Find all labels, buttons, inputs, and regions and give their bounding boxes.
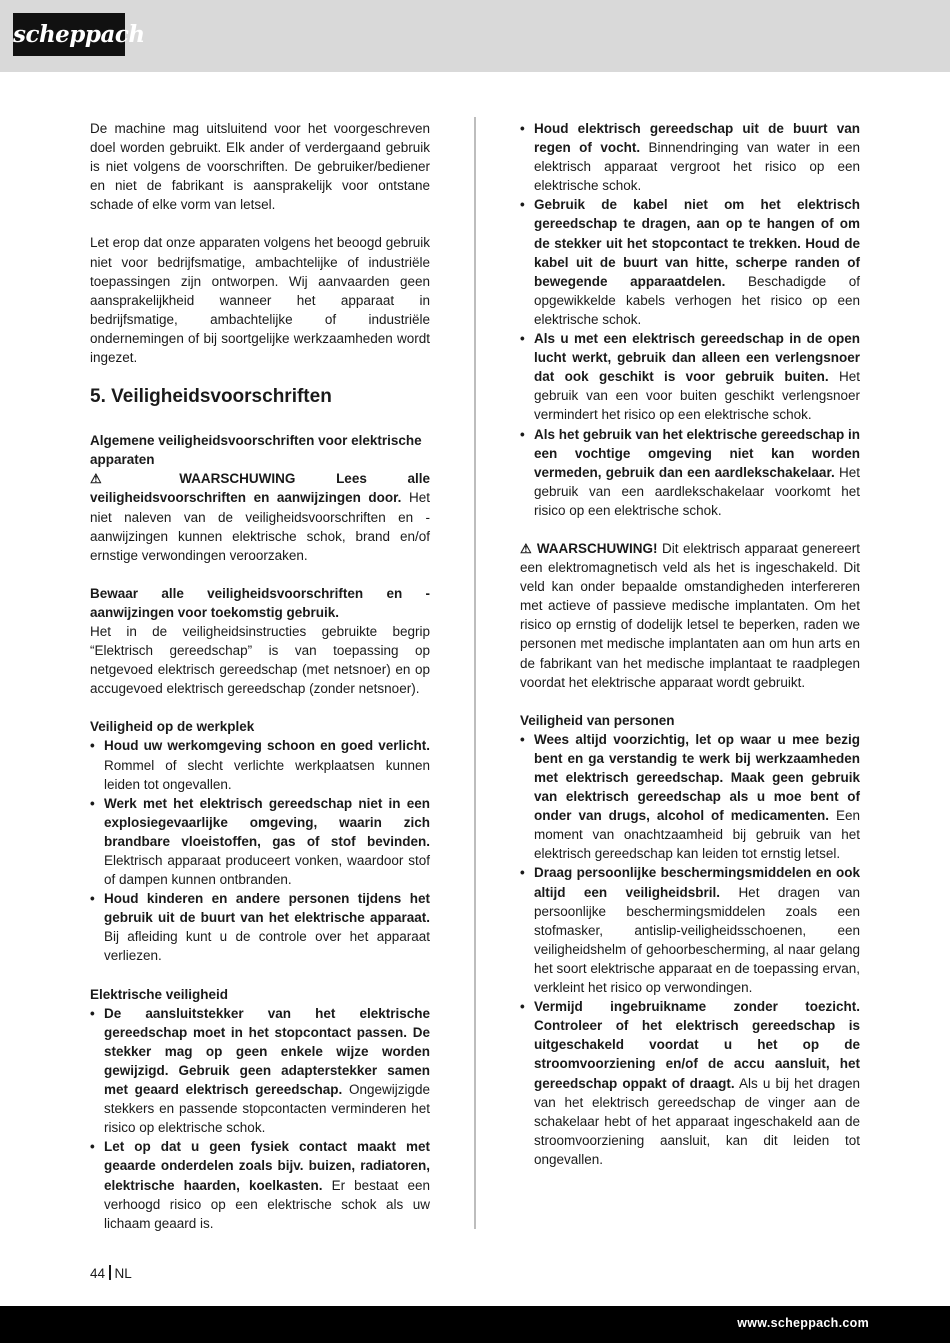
workplace-heading: Veiligheid op de werkplek	[90, 719, 255, 735]
item-text: Ongewijzigde stekkers en passende stopcontacten verminderen het risico op elektrische schok.	[104, 1082, 430, 1136]
keep-bold: Bewaar alle veiligheidsvoorschriften en -aanwijzingen voor toekomstig gebruik.	[90, 585, 430, 620]
item-text: Rommel of slecht verlichte werkplaatsen kunnen leiden tot ongevallen.	[104, 757, 430, 792]
workplace-list	[90, 736, 430, 965]
page-number-value: 44	[90, 1266, 106, 1281]
list-item	[520, 195, 860, 329]
item-bold: Vermijd ingebruikname zonder toezicht. Controleer of het elektrisch gereedschap is uitgeschakeld voordat u het op de stroomvoorziening en/of de accu aansluit, het gereedschap oppakt of draagt.	[534, 999, 860, 1091]
item-text: Elektrisch apparaat produceert vonken, waardoor stof of dampen kunnen ontbranden.	[104, 853, 430, 888]
footer-bar	[0, 1306, 950, 1343]
item-bold: Werk met het elektrisch gereedschap niet in een explosiegevaarlijke omgeving, waarin zich brandbare vloeistoffen, gas of stof bevinden.	[104, 795, 430, 849]
item-text: Als u bij het dragen van het elektrisch gereedschap de vinger aan de schakelaar hebt of het apparaat ingeschakeld aan de stroomvoorziening aansluit, kan dit leiden tot ongevallen.	[534, 1075, 861, 1167]
item-text: Bij afleiding kunt u de controle over het apparaat verliezen.	[104, 929, 430, 964]
page-number	[90, 1265, 132, 1283]
warning-icon: ⚠	[90, 471, 139, 487]
list-item	[90, 1004, 430, 1138]
list-item	[520, 863, 860, 997]
warning-bold: WAARSCHUWING!	[536, 540, 658, 556]
list-item	[90, 794, 430, 889]
page-separator	[109, 1265, 111, 1280]
item-text: Binnendringing van water in een elektrisch apparaat vergroot het risico op een elektrische schok.	[534, 140, 860, 194]
list-item	[520, 425, 860, 520]
item-bold: Houd elektrisch gereedschap uit de buurt van regen of vocht.	[534, 121, 860, 156]
warning-bold: WAARSCHUWING Lees alle veiligheidsvoorschriften en aanwijzingen door.	[90, 471, 430, 506]
column-divider	[474, 117, 476, 1229]
general-safety-heading: Algemene veiligheidsvoorschriften voor elektrische apparaten	[90, 433, 422, 468]
website-url: www.scheppach.com	[737, 1316, 869, 1330]
item-bold: Als het gebruik van het elektrische gereedschap in een vochtige omgeving niet kan worden vermeden, gebruik dan een aardlekschakelaar.	[534, 426, 860, 480]
header-bar	[0, 0, 950, 72]
section-title: 5. Veiligheidsvoorschriften	[90, 386, 332, 408]
commercial-use-paragraph: Let erop dat onze apparaten volgens het beoogd gebruik niet voor bedrijfsmatige, ambachtelijke of industriële toepassingen zijn ontworpen. Wij aanvaarden geen aansprakelijkheid wanneer het apparaat in bedrijfsmatige, ambachtelijke of industriële ondernemingen of bij soortgelijke werkzaamheden wordt ingezet.	[90, 235, 430, 366]
scheppach-logo: scheppach	[13, 13, 125, 56]
emf-warning	[520, 539, 860, 692]
keep-text: Het in de veiligheidsinstructies gebruikte begrip “Elektrisch gereedschap” is van toepassing op netgevoed elektrisch gereedschap (met netsnoer) en op accugevoed elektrisch gereedschap (zonder netsnoer).	[90, 623, 430, 697]
electrical-list-continued	[520, 119, 860, 520]
right-column	[520, 119, 860, 1169]
item-text: Beschadigde of opgewikkelde kabels verhogen het risico op een elektrische schok.	[534, 273, 860, 327]
item-text: Het gebruik van een voor buiten geschikt verlengsnoer vermindert het risico op een elektrische schok.	[534, 369, 860, 423]
list-item	[520, 997, 860, 1169]
left-column	[90, 119, 430, 1233]
item-text: Het dragen van persoonlijke beschermingsmiddelen zoals een stofmasker, antislip-veiligheidsschoenen, een veiligheidshelm of gehoorbescherming, al naar gelang het soort elektrische apparaat en de toepassing ervan, verkleint het risico op verwondingen.	[534, 884, 860, 996]
item-bold: Als u met een elektrisch gereedschap in de open lucht werkt, gebruik dan alleen een verlengsnoer dat ook geschikt is voor gebruik buiten.	[534, 331, 860, 385]
item-text: Er bestaat een verhoogd risico op een elektrische schok als uw lichaam geaard is.	[104, 1177, 430, 1231]
item-bold: Draag persoonlijke beschermingsmiddelen en ook altijd een veiligheidsbril.	[534, 865, 860, 900]
list-item	[520, 329, 860, 424]
item-bold: Gebruik de kabel niet om het elektrisch gereedschap te dragen, aan op te hangen of om de stekker uit het stopcontact te trekken. Houd de kabel uit de buurt van hitte, scherpe randen of bewegende apparaatdelen.	[534, 197, 860, 289]
list-item	[90, 889, 430, 965]
electrical-list	[90, 1004, 430, 1233]
item-bold: Wees altijd voorzichtig, let op waar u mee bezig bent en ga verstandig te werk bij werkzaamheden met elektrisch gereedschap. Maak geen gebruik van elektrisch gereedschap als u moe bent of onder van drugs, alcohol of medicamenten.	[534, 731, 860, 824]
general-warning	[90, 469, 430, 564]
item-text: Een moment van onachtzaamheid bij gebruik van het elektrisch gereedschap kan leiden tot ernstig letsel.	[534, 808, 860, 862]
item-bold: De aansluitstekker van het elektrische gereedschap moet in het stopcontact passen. De stekker mag op geen enkele wijze worden gewijzigd. Gebruik geen adapterstekker samen met geaard elektrisch gereedschap.	[104, 1005, 430, 1098]
item-bold: Houd kinderen en andere personen tijdens het gebruik uit de buurt van het elektrische apparaat.	[104, 891, 430, 926]
intended-use-paragraph: De machine mag uitsluitend voor het voorgeschreven doel worden gebruikt. Elk ander of verdergaand gebruik is niet volgens de voorschriften. De gebruiker/bediener en niet de fabrikant is aansprakelijk voor ontstane schade of elke vorm van letsel.	[90, 121, 430, 213]
persons-list	[520, 730, 860, 1169]
item-bold: Houd uw werkomgeving schoon en goed verlicht.	[104, 738, 430, 754]
item-bold: Let op dat u geen fysiek contact maakt met geaarde onderdelen zoals bijv. buizen, radiatoren, elektrische haarden, koelkasten.	[104, 1139, 430, 1193]
list-item	[90, 736, 430, 793]
warning-text: Dit elektrisch apparaat genereert een elektromagnetisch veld als het is ingeschakeld. Dit veld kan onder bepaalde omstandigheden interfereren met actieve of passieve medische implantaten. Om het risico op ernstig of dodelijk letsel te beperken, raden we personen met medische implantaten aan om hun arts en de fabrikant van het medische implantaat te raadplegen voordat het elektrische apparaat wordt gebruikt.	[520, 540, 860, 690]
list-item	[520, 730, 860, 864]
list-item	[520, 119, 860, 195]
warning-icon: ⚠	[520, 540, 533, 556]
warning-text: Het niet naleven van de veiligheidsvoorschriften en -aanwijzingen kunnen elektrische schok, brand en/of ernstige verwondingen veroorzaken.	[90, 490, 430, 563]
item-text: Het gebruik van een aardlekschakelaar voorkomt het risico op een elektrische schok.	[534, 464, 860, 518]
keep-instructions	[90, 584, 430, 699]
electrical-heading: Elektrische veiligheid	[90, 986, 229, 1002]
persons-heading: Veiligheid van personen	[520, 712, 675, 728]
list-item	[90, 1137, 430, 1232]
language-code: NL	[114, 1266, 132, 1281]
